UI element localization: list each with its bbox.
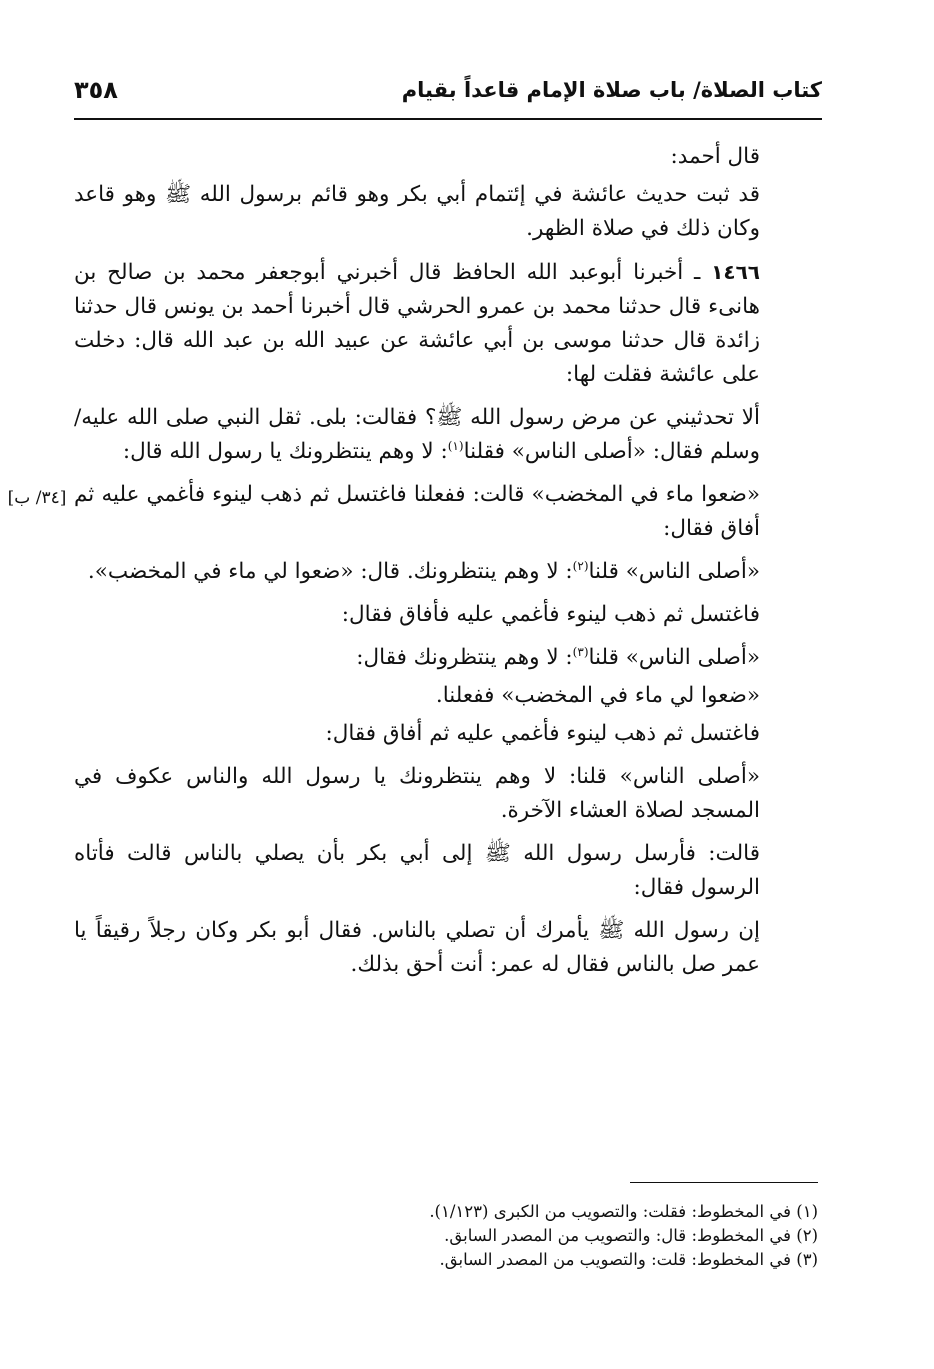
- paragraph: «أصلى الناس» قلنا: لا وهم ينتظرونك يا رسول الله والناس عكوف في المسجد لصلاة العشاء الآخرة.: [74, 764, 760, 823]
- footnote-separator: [630, 1182, 818, 1183]
- paragraph: قال أحمد:: [670, 144, 760, 169]
- text-run: «أصلى الناس» قلنا: [588, 559, 760, 584]
- hadith-number: ١٤٦٦: [711, 260, 760, 284]
- footnote-ref: (٣): [572, 644, 589, 659]
- page-number: ٣٥٨: [74, 76, 118, 104]
- paragraph: إن رسول الله ﷺ يأمرك أن تصلي بالناس. فقال أبو بكر وكان رجلاً رقيقاً يا عمر صل بالناس فقال له عمر: أنت أحق بذلك.: [74, 918, 760, 977]
- paragraph: [74, 641, 818, 675]
- paragraph: «ضعوا لي ماء في المخضب» ففعلنا.: [435, 683, 760, 708]
- footnote: (٣) في المخطوط: قلت: والتصويب من المصدر السابق.: [439, 1250, 818, 1269]
- footnotes: [118, 1200, 818, 1272]
- running-title: كتاب الصلاة/ باب صلاة الإمام قاعداً بقيام: [401, 78, 822, 102]
- hadith-text: ـ أخبرنا أبوعبد الله الحافظ قال أخبرني أبوجعفر محمد بن صالح بن هانىء قال حدثنا محمد بن عمرو الحرشي قال أخبرنا أحمد بن يونس قال حدثنا زائدة قال حدثنا موسى بن أبي عائشة عن عبيد الله بن عبد الله قال: دخلت على عائشة فقلت لها:: [74, 260, 760, 387]
- page-header: [74, 72, 822, 120]
- manuscript-folio-marker: [٣٤/ ب]: [7, 488, 67, 508]
- footnote: (١) في المخطوط: فقلت: والتصويب من الكبرى (١/١٢٣).: [429, 1202, 818, 1221]
- footnote-ref: (٢): [572, 558, 589, 573]
- text-run: : لا وهم ينتظرونك فقال:: [356, 645, 573, 670]
- footnote: (٢) في المخطوط: قال: والتصويب من المصدر السابق.: [444, 1226, 818, 1245]
- main-text: [74, 140, 818, 991]
- text-run: ألا تحدثيني عن مرض رسول الله ﷺ؟ فقالت: بلى. ثقل النبي صلى الله عليه/ وسلم فقال: «أصلى الناس» فقلنا: [74, 405, 760, 464]
- text-run: : لا وهم ينتظرونك. قال: «ضعوا لي ماء في المخضب».: [87, 559, 573, 584]
- paragraph: قد ثبت حديث عائشة في إئتمام أبي بكر وهو قائم برسول الله ﷺ وهو قاعد وكان ذلك في صلاة الظهر.: [74, 182, 760, 241]
- paragraph: «ضعوا ماء في المخضب» قالت: ففعلنا فاغتسل ثم ذهب لينوء فأغمي عليه ثم أفاق فقال:: [74, 482, 760, 541]
- paragraph: [74, 401, 818, 469]
- footnote-ref: (١): [447, 438, 464, 453]
- text-run: «أصلى الناس» قلنا: [588, 645, 760, 670]
- paragraph: فاغتسل ثم ذهب لينوء فأغمي عليه ثم أفاق فقال:: [325, 721, 760, 746]
- hadith-paragraph: [74, 255, 818, 392]
- paragraph: فاغتسل ثم ذهب لينوء فأغمي عليه فأفاق فقال:: [341, 602, 760, 627]
- text-run: : لا وهم ينتظرونك يا رسول الله قال:: [122, 439, 448, 464]
- paragraph: [74, 555, 818, 589]
- paragraph: قالت: فأرسل رسول الله ﷺ إلى أبي بكر بأن يصلي بالناس قالت فأتاه الرسول فقال:: [74, 841, 760, 900]
